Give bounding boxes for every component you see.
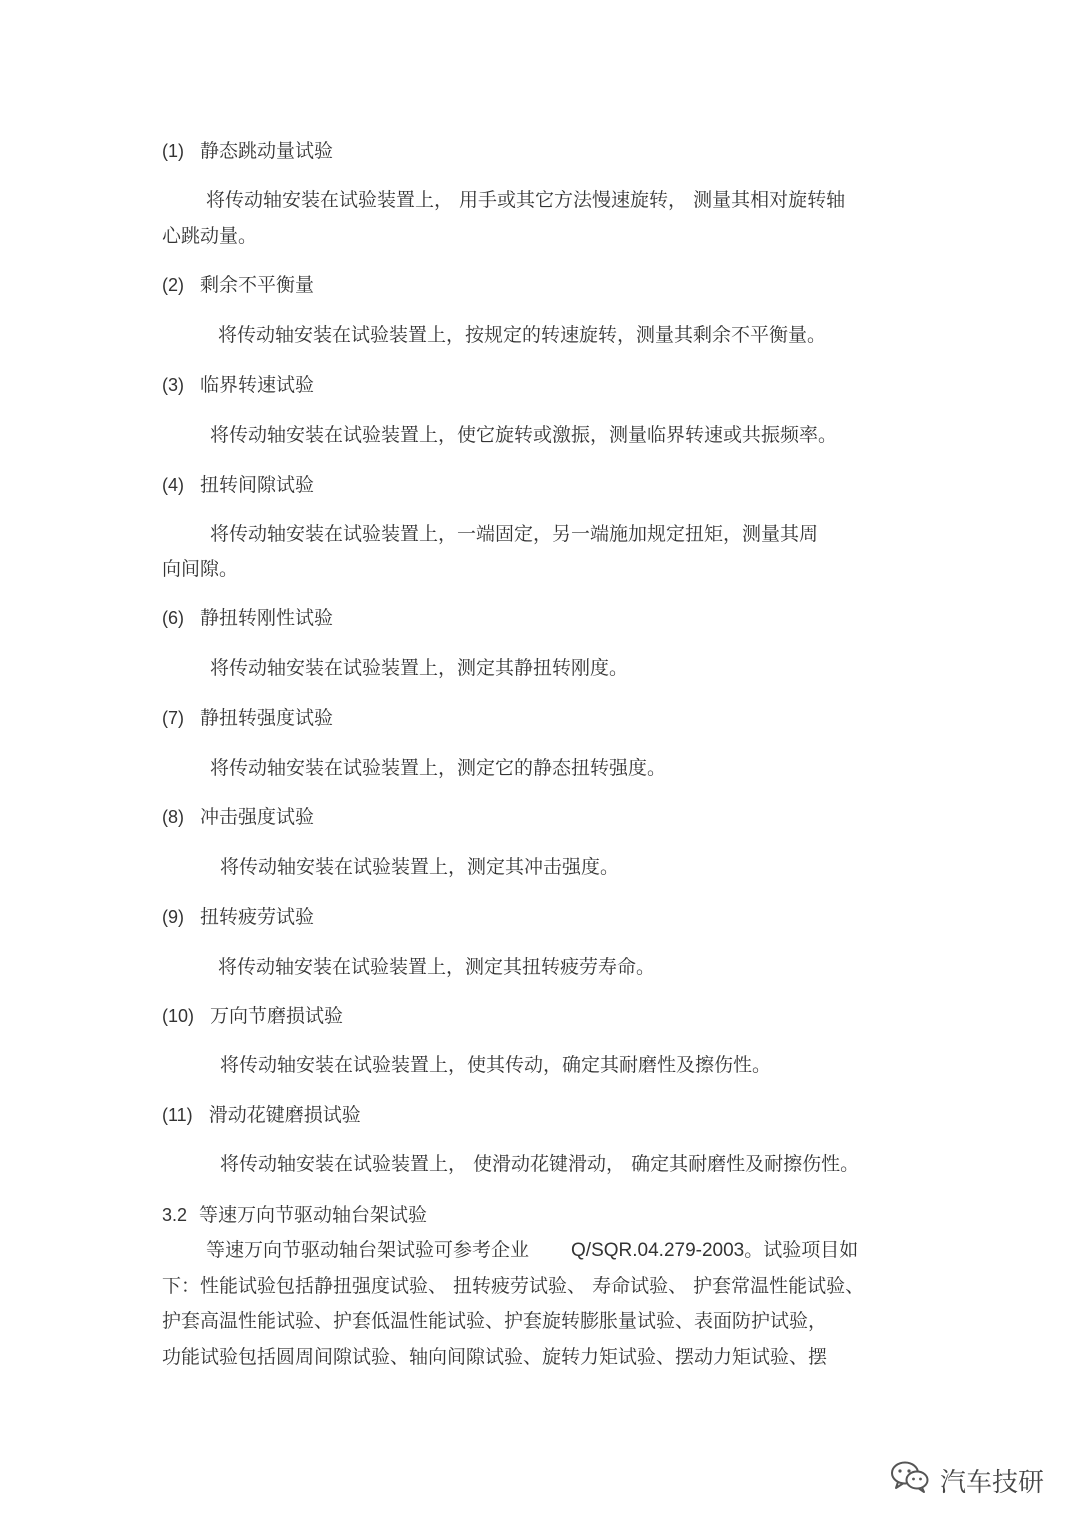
item-10-heading — [162, 1003, 343, 1029]
item-8-heading — [162, 804, 314, 830]
item-3-body-line-1: 将传动轴安装在试验装置上，使它旋转或激振，测量临界转速或共振频率。 — [210, 424, 838, 446]
item-number: (11) — [162, 1105, 193, 1125]
watermark — [890, 1460, 1044, 1501]
item-title: 冲击强度试验 — [200, 806, 315, 828]
item-8-body-line-1: 将传动轴安装在试验装置上，测定其冲击强度。 — [220, 856, 620, 878]
item-number: (2) — [162, 275, 184, 295]
wechat-icon — [890, 1460, 930, 1501]
item-title: 万向节磨损试验 — [210, 1005, 344, 1027]
item-9-body-line-1: 将传动轴安装在试验装置上，测定其扭转疲劳寿命。 — [218, 956, 656, 978]
item-4-heading — [162, 472, 314, 498]
section-para-line-1 — [206, 1237, 858, 1264]
item-title: 滑动花键磨损试验 — [208, 1104, 361, 1126]
section-heading — [162, 1202, 427, 1228]
item-title: 临界转速试验 — [200, 374, 315, 396]
standard-code: Q/SQR.04.279-2003 — [571, 1240, 745, 1261]
item-4-body-line-2: 向间隙。 — [162, 558, 239, 580]
item-2-body-line-1: 将传动轴安装在试验装置上，按规定的转速旋转，测量其剩余不平衡量。 — [218, 324, 827, 346]
item-number: (8) — [162, 807, 184, 827]
item-6-body-line-1: 将传动轴安装在试验装置上，测定其静扭转刚度。 — [210, 657, 629, 679]
item-9-heading — [162, 904, 314, 930]
para-start: 等速万向节驱动轴台架试验可参考企业 — [206, 1239, 530, 1261]
item-1-body-line-2: 心跳动量。 — [162, 225, 258, 247]
item-4-body-line-1: 将传动轴安装在试验装置上，一端固定，另一端施加规定扭矩，测量其周 — [210, 523, 819, 545]
item-2-heading — [162, 272, 314, 298]
item-number: (10) — [162, 1006, 195, 1026]
item-title: 扭转疲劳试验 — [200, 906, 315, 928]
item-title: 静扭转强度试验 — [200, 707, 334, 729]
section-title: 等速万向节驱动轴台架试验 — [199, 1204, 428, 1226]
item-number: (7) — [162, 708, 184, 728]
item-10-body-line-1: 将传动轴安装在试验装置上，使其传动，确定其耐磨性及擦伤性。 — [220, 1054, 772, 1076]
section-para-line-2: 下：性能试验包括静扭强度试验、 扭转疲劳试验、 寿命试验、 护套常温性能试验、 — [162, 1275, 865, 1297]
item-11-heading — [162, 1102, 361, 1128]
item-number: (1) — [162, 141, 184, 161]
item-title: 静态跳动量试验 — [200, 140, 334, 162]
item-6-heading — [162, 605, 333, 631]
watermark-text: 汽车技研 — [940, 1468, 1045, 1498]
item-number: (4) — [162, 475, 184, 495]
item-7-heading — [162, 705, 333, 731]
item-7-body-line-1: 将传动轴安装在试验装置上，测定它的静态扭转强度。 — [210, 757, 667, 779]
item-1-body-line-1: 将传动轴安装在试验装置上， 用手或其它方法慢速旋转， 测量其相对旋转轴 — [206, 189, 846, 211]
item-11-body-line-1: 将传动轴安装在试验装置上， 使滑动花键滑动， 确定其耐磨性及耐擦伤性。 — [220, 1153, 860, 1175]
section-number: 3.2 — [162, 1205, 188, 1225]
item-number: (6) — [162, 608, 184, 628]
section-para-line-3: 护套高温性能试验、护套低温性能试验、护套旋转膨胀量试验、表面防护试验， — [162, 1310, 828, 1332]
item-title: 扭转间隙试验 — [200, 474, 315, 496]
item-3-heading — [162, 372, 314, 398]
para-end: 。试验项目如 — [744, 1239, 859, 1261]
item-number: (9) — [162, 907, 184, 927]
section-para-line-4: 功能试验包括圆周间隙试验、轴向间隙试验、旋转力矩试验、摆动力矩试验、摆 — [162, 1346, 828, 1368]
item-title: 静扭转刚性试验 — [200, 607, 334, 629]
item-title: 剩余不平衡量 — [200, 274, 315, 296]
item-number: (3) — [162, 375, 184, 395]
item-1-heading — [162, 138, 333, 164]
